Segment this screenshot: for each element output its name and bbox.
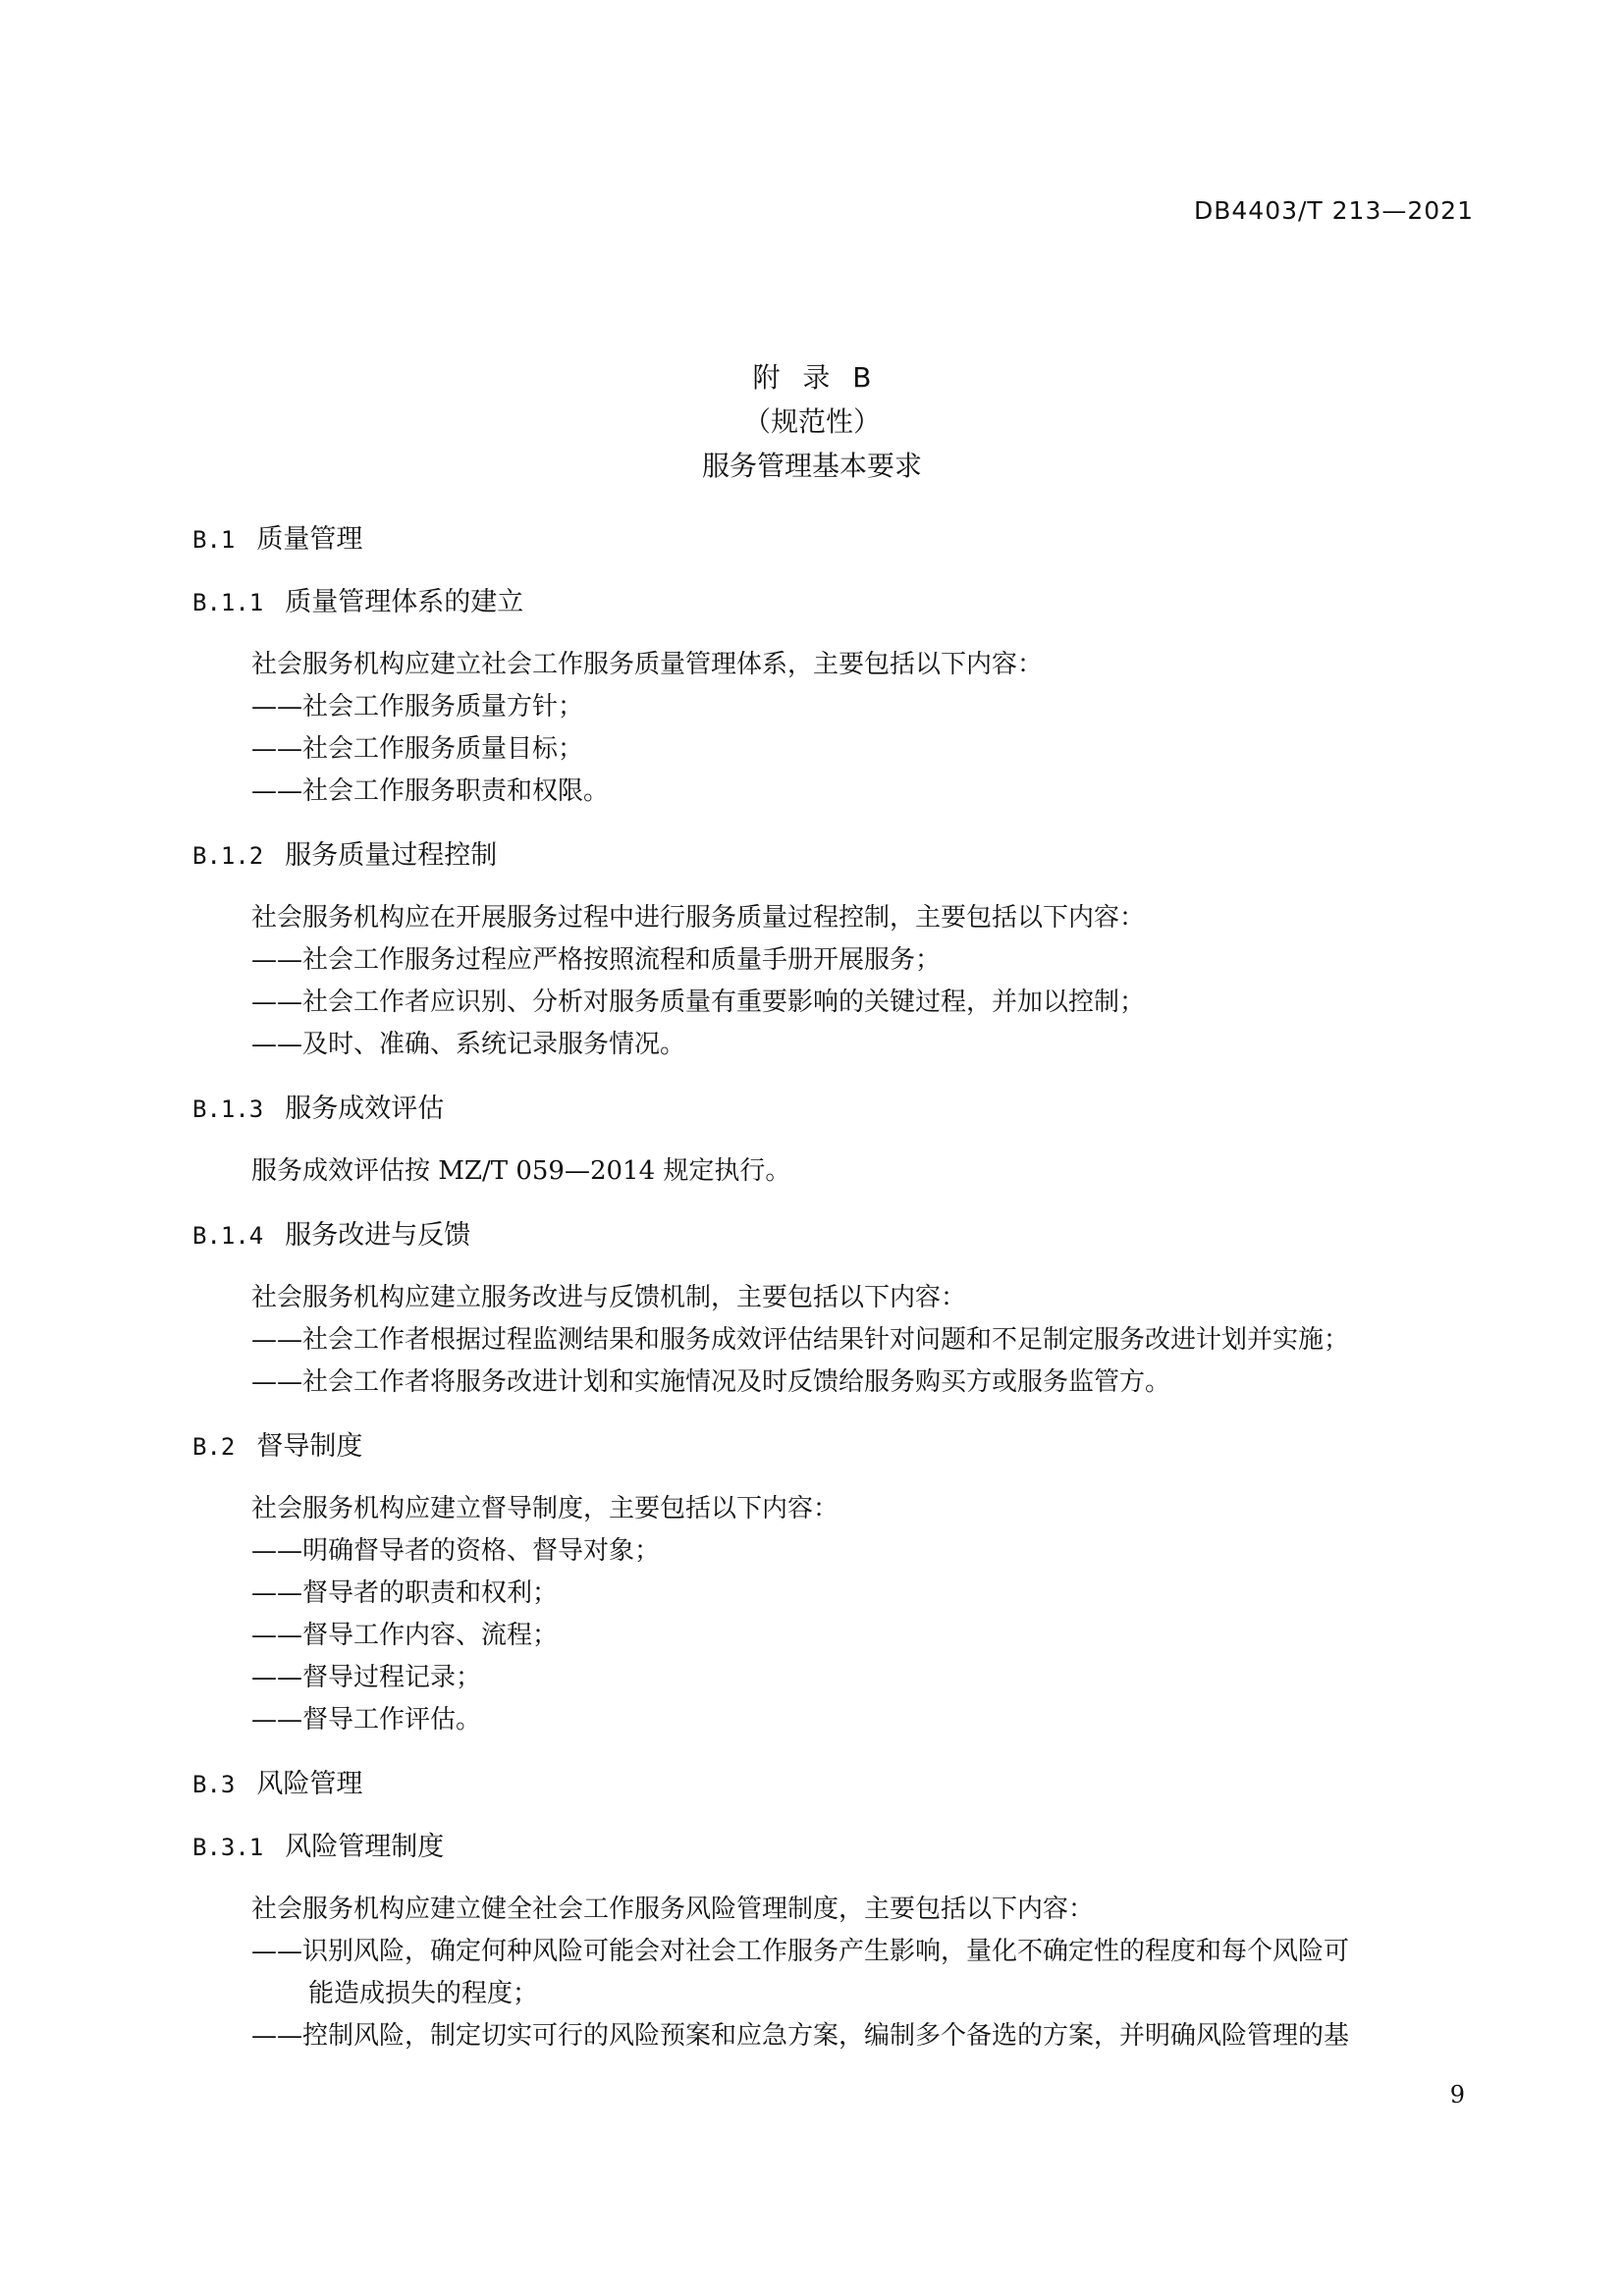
appendix-type: （规范性） bbox=[742, 405, 881, 438]
list-item: ——督导者的职责和权利； bbox=[251, 1578, 559, 1608]
section-title: 风险管理 bbox=[256, 1769, 363, 1799]
section-number: B.1.2 bbox=[192, 842, 264, 870]
list-item: ——社会工作者将服务改进计划和实施情况及时反馈给服务购买方或服务监管方。 bbox=[251, 1367, 1171, 1397]
section-heading-b2 bbox=[192, 1427, 1489, 1467]
section-heading-b13 bbox=[192, 1090, 1489, 1129]
section-number: B.1 bbox=[192, 526, 236, 554]
list-item: ——控制风险，制定切实可行的风险预案和应急方案，编制多个备选的方案，并明确风险管理的基 bbox=[251, 2021, 1350, 2051]
section-title: 风险管理制度 bbox=[285, 1832, 445, 1862]
section-title: 服务质量过程控制 bbox=[285, 840, 498, 871]
paragraph: 社会服务机构应建立督导制度，主要包括以下内容： bbox=[251, 1494, 839, 1523]
document-body bbox=[192, 520, 1489, 2057]
section-heading-b3 bbox=[192, 1765, 1489, 1804]
list-item: ——及时、准确、系统记录服务情况。 bbox=[251, 1030, 686, 1059]
list-item: ——督导工作评估。 bbox=[251, 1705, 482, 1735]
list-item: ——社会工作者根据过程监测结果和服务成效评估结果针对问题和不足制定服务改进计划并实施； bbox=[251, 1325, 1350, 1355]
list-item: ——社会工作服务质量目标； bbox=[251, 734, 584, 764]
section-heading-b1 bbox=[192, 520, 1489, 560]
list-item: ——督导工作内容、流程； bbox=[251, 1621, 559, 1650]
appendix-label: 附 录 B bbox=[752, 361, 872, 394]
section-heading-b31 bbox=[192, 1828, 1489, 1867]
section-number: B.2 bbox=[192, 1433, 236, 1461]
paragraph: 社会服务机构应建立社会工作服务质量管理体系，主要包括以下内容： bbox=[251, 650, 1044, 679]
paragraph: 社会服务机构应建立健全社会工作服务风险管理制度，主要包括以下内容： bbox=[251, 1895, 1095, 1924]
section-heading-b11 bbox=[192, 583, 1489, 622]
section-number: B.3.1 bbox=[192, 1834, 264, 1861]
list-item: ——督导过程记录； bbox=[251, 1663, 482, 1692]
section-number: B.3 bbox=[192, 1771, 236, 1798]
section-title: 质量管理体系的建立 bbox=[285, 587, 524, 617]
section-number: B.1.3 bbox=[192, 1095, 264, 1123]
section-title: 服务改进与反馈 bbox=[285, 1220, 471, 1251]
section-title: 督导制度 bbox=[256, 1431, 363, 1462]
list-item-continuation: 能造成损失的程度； bbox=[308, 1979, 539, 2008]
paragraph: 社会服务机构应建立服务改进与反馈机制，主要包括以下内容： bbox=[251, 1283, 967, 1312]
paragraph: 服务成效评估按 MZ/T 059—2014 规定执行。 bbox=[251, 1156, 791, 1186]
section-title: 服务成效评估 bbox=[285, 1094, 445, 1124]
standard-number: DB4403/T 213—2021 bbox=[1193, 196, 1474, 225]
paragraph: 社会服务机构应在开展服务过程中进行服务质量过程控制，主要包括以下内容： bbox=[251, 903, 1146, 933]
list-item: ——社会工作服务职责和权限。 bbox=[251, 776, 610, 806]
appendix-heading bbox=[0, 355, 1624, 488]
list-item: ——社会工作服务过程应严格按照流程和质量手册开展服务； bbox=[251, 945, 942, 975]
section-number: B.1.4 bbox=[192, 1222, 264, 1250]
section-number: B.1.1 bbox=[192, 589, 264, 616]
list-item: ——社会工作者应识别、分析对服务质量有重要影响的关键过程，并加以控制； bbox=[251, 988, 1146, 1017]
list-item: ——明确督导者的资格、督导对象； bbox=[251, 1536, 661, 1566]
list-item: ——社会工作服务质量方针； bbox=[251, 692, 584, 721]
page-number: 9 bbox=[1449, 2081, 1465, 2109]
appendix-title: 服务管理基本要求 bbox=[701, 450, 922, 482]
section-heading-b12 bbox=[192, 836, 1489, 876]
list-item: ——识别风险，确定何种风险可能会对社会工作服务产生影响，量化不确定性的程度和每个风险可 bbox=[251, 1937, 1350, 1966]
section-title: 质量管理 bbox=[256, 524, 363, 555]
section-heading-b14 bbox=[192, 1216, 1489, 1255]
